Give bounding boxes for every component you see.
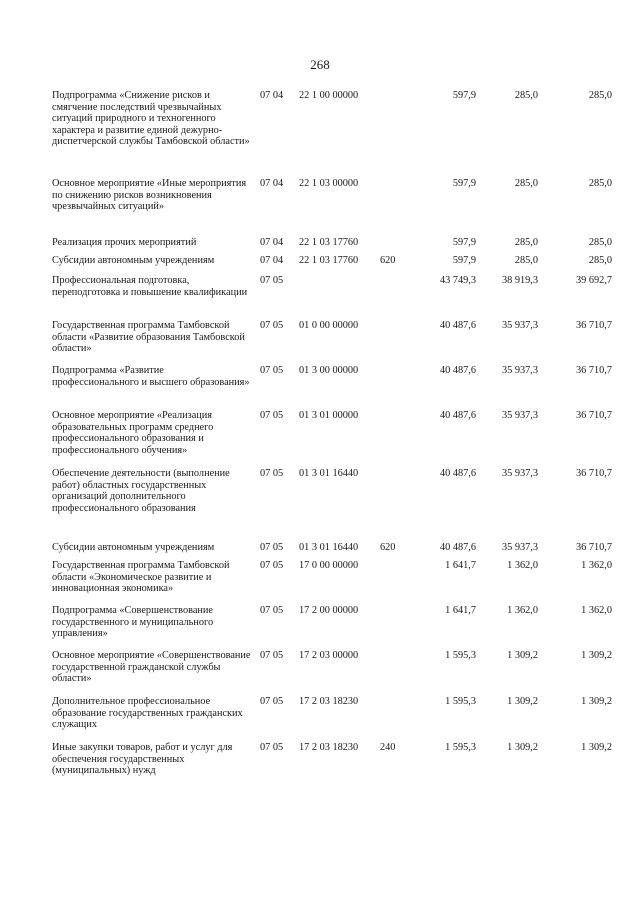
row-value-year1: 1 595,3: [445, 742, 476, 753]
row-section-code: 07 05: [260, 605, 284, 616]
row-value-year3: 285,0: [588, 178, 612, 189]
row-name: Дополнительное профессиональное образование государственных гражданских служащих: [52, 696, 243, 731]
row-name: Обеспечение деятельности (выполнение работ) областных государственных организаций дополнительного профессионального образования: [52, 468, 230, 514]
row-target-code: 17 0 00 00000: [299, 560, 359, 571]
row-section-code: 07 05: [260, 696, 284, 707]
row-name: Профессиональная подготовка, переподготовка и повышение квалификации: [52, 275, 248, 298]
row-name: Подпрограмма «Совершенствование государственного и муниципального управления»: [52, 605, 214, 640]
row-value-year2: 1 309,2: [507, 696, 538, 707]
row-value-year3: 1 309,2: [581, 742, 612, 753]
row-value-year3: 1 362,0: [581, 560, 612, 571]
row-section-code: 07 05: [260, 320, 284, 331]
row-value-year1: 43 749,3: [439, 275, 476, 286]
row-target-code: 17 2 03 00000: [299, 650, 359, 661]
row-value-year2: 1 309,2: [507, 650, 538, 661]
row-section-code: 07 05: [260, 365, 284, 376]
row-target-code: 01 0 00 00000: [299, 320, 359, 331]
row-value-year2: 35 937,3: [501, 410, 538, 421]
row-value-year1: 40 487,6: [439, 365, 476, 376]
row-name: Подпрограмма «Развитие профессионального и высшего образования»: [52, 365, 250, 388]
row-target-code: 22 1 03 17760: [299, 237, 359, 248]
row-expense-type: 620: [380, 255, 396, 266]
row-target-code: 01 3 00 00000: [299, 365, 359, 376]
row-value-year2: 285,0: [514, 255, 538, 266]
row-section-code: 07 05: [260, 560, 284, 571]
row-name: Основное мероприятие «Реализация образовательных программ среднего профессионального образования и профессионального обучения»: [52, 410, 214, 456]
row-value-year2: 35 937,3: [501, 542, 538, 553]
row-value-year1: 1 641,7: [445, 605, 476, 616]
row-name: Субсидии автономным учреждениям: [52, 255, 215, 266]
row-value-year2: 285,0: [514, 237, 538, 248]
row-value-year2: 35 937,3: [501, 468, 538, 479]
row-name: Субсидии автономным учреждениям: [52, 542, 215, 553]
row-expense-type: 620: [380, 542, 396, 553]
row-target-code: 22 1 03 00000: [299, 178, 359, 189]
row-value-year1: 1 641,7: [445, 560, 476, 571]
row-section-code: 07 05: [260, 542, 284, 553]
row-section-code: 07 05: [260, 275, 284, 286]
row-value-year3: 36 710,7: [575, 320, 612, 331]
row-name: Подпрограмма «Снижение рисков и смягчение последствий чрезвычайных ситуаций природного и техногенного характера и развитие единой дежурно-диспетчерской службы Тамбовской области»: [52, 90, 250, 148]
row-section-code: 07 04: [260, 237, 284, 248]
row-value-year2: 285,0: [514, 90, 538, 101]
row-value-year3: 285,0: [588, 255, 612, 266]
row-value-year1: 1 595,3: [445, 696, 476, 707]
row-value-year1: 40 487,6: [439, 468, 476, 479]
row-section-code: 07 05: [260, 742, 284, 753]
row-target-code: 01 3 01 16440: [299, 542, 359, 553]
row-value-year2: 35 937,3: [501, 320, 538, 331]
row-value-year3: 36 710,7: [575, 410, 612, 421]
row-section-code: 07 05: [260, 650, 284, 661]
row-target-code: 01 3 01 00000: [299, 410, 359, 421]
row-value-year1: 597,9: [452, 237, 476, 248]
row-value-year3: 36 710,7: [575, 542, 612, 553]
row-value-year1: 597,9: [452, 90, 476, 101]
row-target-code: 17 2 03 18230: [299, 696, 359, 707]
row-value-year2: 1 309,2: [507, 742, 538, 753]
row-section-code: 07 04: [260, 90, 284, 101]
row-name: Государственная программа Тамбовской области «Экономическое развитие и инновационная экономика»: [52, 560, 230, 595]
row-target-code: 22 1 03 17760: [299, 255, 359, 266]
row-value-year2: 285,0: [514, 178, 538, 189]
row-value-year3: 285,0: [588, 237, 612, 248]
row-section-code: 07 04: [260, 178, 284, 189]
row-target-code: 22 1 00 00000: [299, 90, 359, 101]
row-value-year1: 597,9: [452, 255, 476, 266]
row-value-year1: 1 595,3: [445, 650, 476, 661]
row-value-year3: 36 710,7: [575, 468, 612, 479]
row-value-year3: 1 362,0: [581, 605, 612, 616]
row-value-year1: 40 487,6: [439, 410, 476, 421]
row-value-year1: 597,9: [452, 178, 476, 189]
row-value-year3: 285,0: [588, 90, 612, 101]
row-value-year2: 1 362,0: [507, 605, 538, 616]
row-value-year2: 1 362,0: [507, 560, 538, 571]
row-expense-type: 240: [380, 742, 396, 753]
row-section-code: 07 05: [260, 468, 284, 479]
row-value-year2: 38 919,3: [501, 275, 538, 286]
row-name: Реализация прочих мероприятий: [52, 237, 197, 248]
row-value-year1: 40 487,6: [439, 320, 476, 331]
row-value-year3: 1 309,2: [581, 650, 612, 661]
row-target-code: 17 2 03 18230: [299, 742, 359, 753]
row-target-code: 17 2 00 00000: [299, 605, 359, 616]
row-value-year3: 1 309,2: [581, 696, 612, 707]
row-value-year2: 35 937,3: [501, 365, 538, 376]
page-number: 268: [310, 57, 330, 72]
row-value-year3: 36 710,7: [575, 365, 612, 376]
row-section-code: 07 04: [260, 255, 284, 266]
row-target-code: 01 3 01 16440: [299, 468, 359, 479]
row-name: Иные закупки товаров, работ и услуг для обеспечения государственных (муниципальных) нужд: [52, 742, 233, 777]
row-value-year1: 40 487,6: [439, 542, 476, 553]
row-value-year3: 39 692,7: [575, 275, 612, 286]
row-name: Основное мероприятие «Иные мероприятия по снижению рисков возникновения чрезвычайных ситуаций»: [52, 178, 247, 213]
row-name: Государственная программа Тамбовской области «Развитие образования Тамбовской области»: [52, 320, 245, 355]
row-name: Основное мероприятие «Совершенствование государственной гражданской службы области»: [52, 650, 251, 685]
row-section-code: 07 05: [260, 410, 284, 421]
